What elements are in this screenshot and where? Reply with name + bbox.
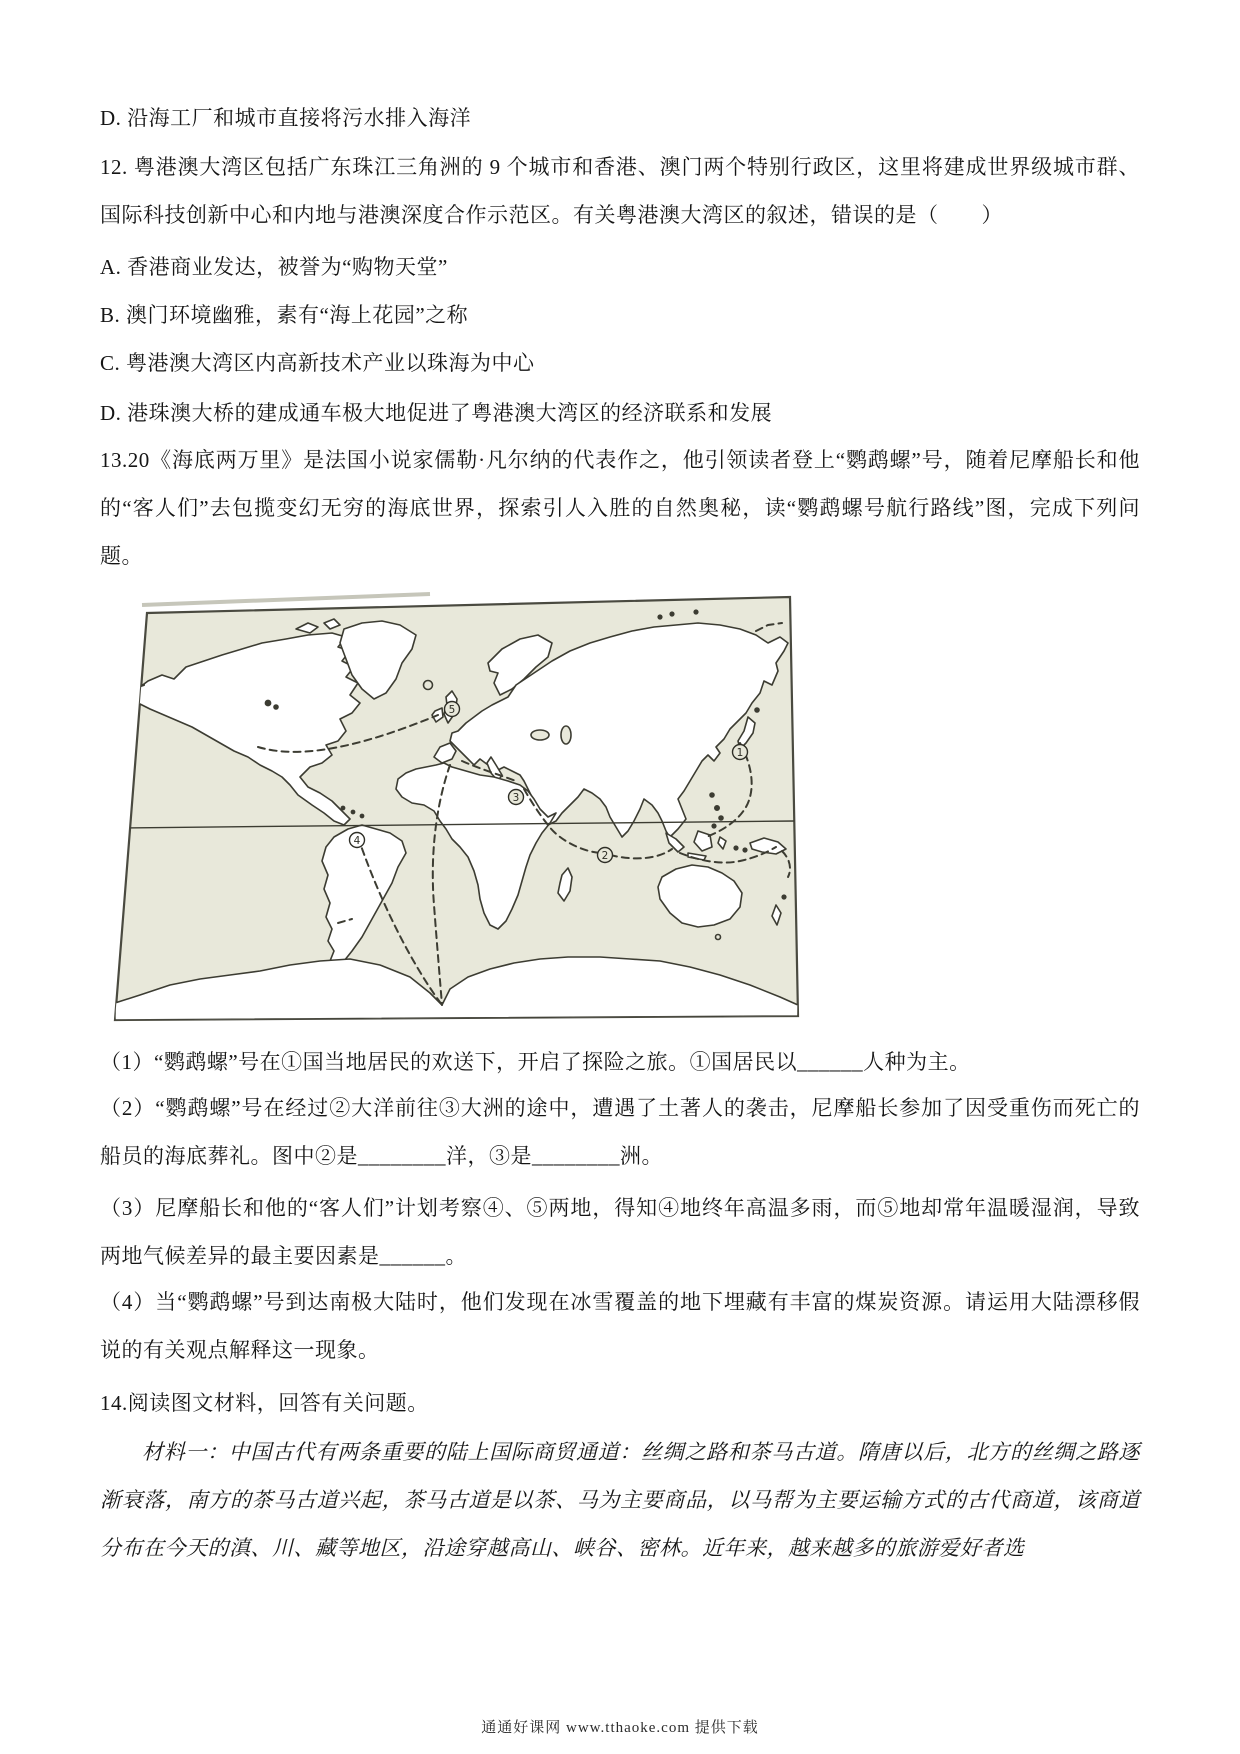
q13-sub-3: （3）尼摩船长和他的“客人们”计划考察④、⑤两地，得知④地终年高温多雨，而⑤地却常年温暖湿润，导致两地气候差异的最主要因素是______。: [100, 1196, 1140, 1268]
map-label-5-text: 5: [448, 704, 456, 716]
q12-option-a: A. 香港商业发达，被誉为“购物天堂”: [100, 255, 448, 279]
route-map-svg: [100, 585, 805, 1025]
map-label-1: [733, 745, 748, 760]
q13-sub-1: （1）“鹦鹉螺”号在①国当地居民的欢送下，开启了探险之旅。①国居民以______人种为主。: [100, 1050, 971, 1074]
q12-option-d: D. 港珠澳大桥的建成通车极大地促进了粤港澳大湾区的经济联系和发展: [100, 401, 773, 425]
q13-sub-2: （2）“鹦鹉螺”号在经过②大洋前往③大洲的途中，遭遇了土著人的袭击，尼摩船长参加了因受重伤而死亡的船员的海底葬礼。图中②是________洋，③是________洲。: [100, 1096, 1140, 1168]
q12-stem: 12. 粤港澳大湾区包括广东珠江三角洲的 9 个城市和香港、澳门两个特别行政区，这里将建成世界级城市群、国际科技创新中心和内地与港澳深度合作示范区。有关粤港澳大湾区的叙述，错误的是（ ）: [100, 155, 1140, 227]
site-footer: 通通好课网 www.tthaoke.com 提供下载: [481, 1720, 759, 1736]
map-label-2: [598, 848, 613, 863]
q14-stem: 14.阅读图文材料，回答有关问题。: [100, 1391, 429, 1415]
map-label-4: [350, 833, 365, 848]
q11-option-d: D. 沿海工厂和城市直接将污水排入海洋: [100, 106, 472, 130]
scan-smudge: [142, 594, 430, 605]
q12-option-b: B. 澳门环境幽雅，素有“海上花园”之称: [100, 303, 469, 327]
q14-material-1: 材料一：中国古代有两条重要的陆上国际商贸通道：丝绸之路和茶马古道。隋唐以后，北方的丝绸之路逐渐衰落，南方的茶马古道兴起，茶马古道是以茶、马为主要商品，以马帮为主要运输方式的古代商道，该商道分布在今天的滇、川、藏等地区，沿途穿越高山、峡谷、密林。近年来，越来越多的旅游爱好者选: [100, 1440, 1140, 1560]
map-label-5: [445, 702, 460, 717]
q12-option-c: C. 粤港澳大湾区内高新技术产业以珠海为中心: [100, 351, 535, 375]
q13-sub-4: （4）当“鹦鹉螺”号到达南极大陆时，他们发现在冰雪覆盖的地下埋藏有丰富的煤炭资源。请运用大陆漂移假说的有关观点解释这一现象。: [100, 1290, 1140, 1362]
q13-stem: 13.20《海底两万里》是法国小说家儒勒·凡尔纳的代表作之，他引领读者登上“鹦鹉螺”号，随着尼摩船长和他的“客人们”去包揽变幻无穷的海底世界，探索引人入胜的自然奥秘，读“鹦鹉螺号航行路线”图，完成下列问题。: [100, 448, 1140, 568]
map-label-3-text: 3: [512, 792, 520, 804]
map-label-2-text: 2: [601, 850, 609, 862]
map-label-1-text: 1: [736, 747, 744, 759]
map-label-4-text: 4: [353, 835, 361, 847]
map-label-3: [509, 790, 524, 805]
route-map-figure: [100, 585, 805, 1025]
